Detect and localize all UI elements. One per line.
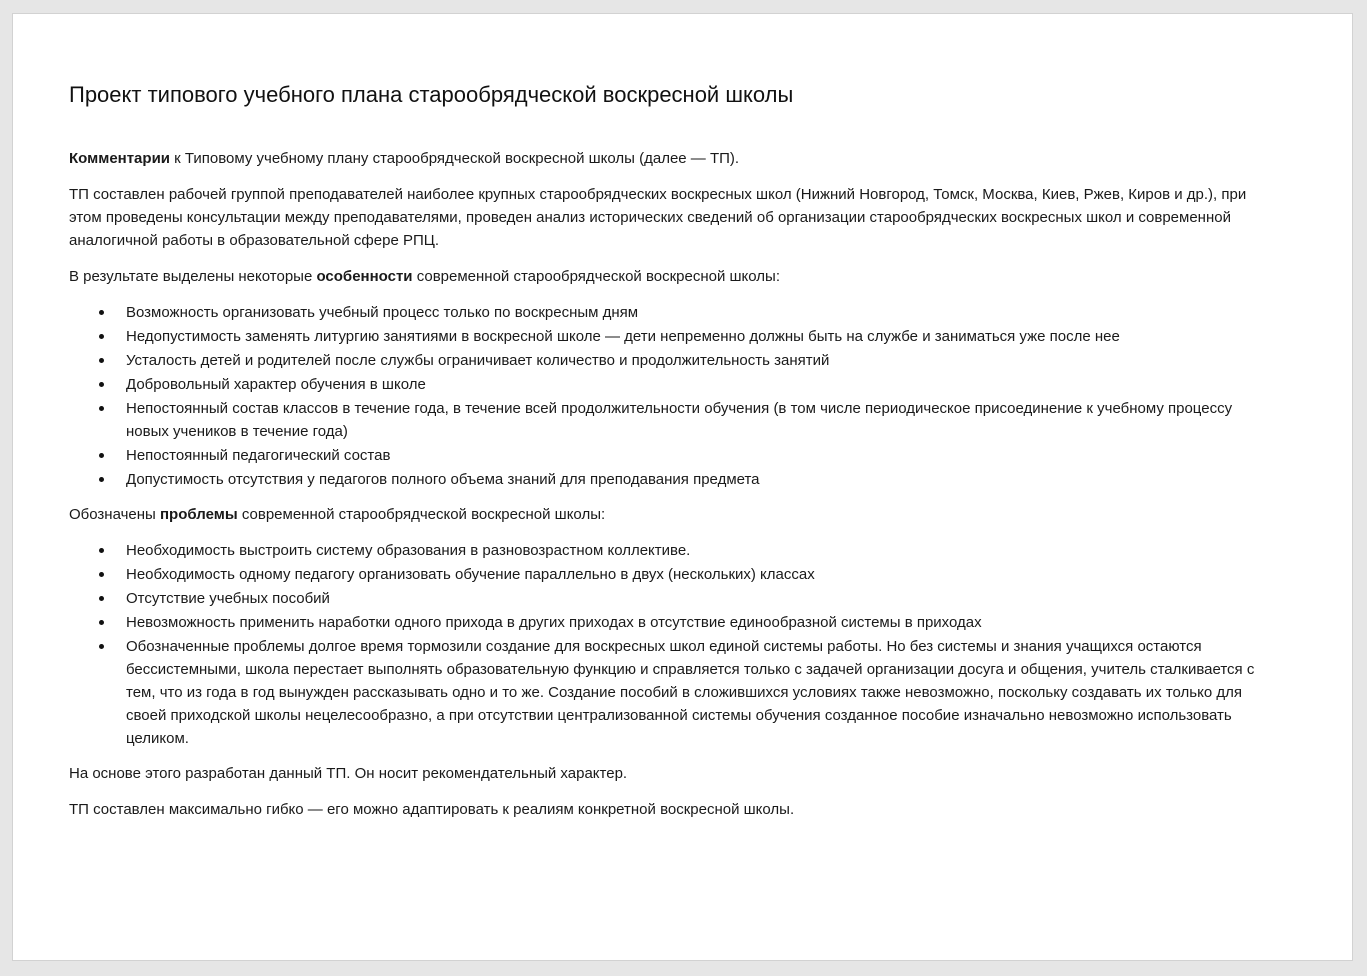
list-item: Необходимость одному педагогу организовать обучение параллельно в двух (нескольких) классах	[69, 563, 1279, 586]
problems-intro-after: современной старообрядческой воскресной школы:	[237, 506, 606, 523]
list-item: Невозможность применить наработки одного прихода в других приходах в отсутствие единообразной системы в приходах	[69, 611, 1279, 634]
features-intro-after: современной старообрядческой воскресной школы:	[412, 268, 781, 285]
list-item: Необходимость выстроить систему образования в разновозрастном коллективе.	[69, 539, 1279, 562]
problems-intro-before: Обозначены	[69, 506, 160, 523]
intro-paragraph: ТП составлен рабочей группой преподавателей наиболее крупных старообрядческих воскресных школ (Нижний Новгород, Томск, Москва, Киев, Ржев, Киров и др.), при этом проведены консультации между преподавателями, проведен анализ исторических сведений об организации старообрядческих воскресных школ и современной аналогичной работы в образовательной сфере РПЦ.	[69, 186, 1247, 249]
list-item: Непостоянный педагогический состав	[69, 444, 1279, 467]
features-list	[69, 301, 1279, 491]
problems-intro-paragraph	[69, 503, 1279, 526]
list-item: Возможность организовать учебный процесс только по воскресным дням	[69, 301, 1279, 324]
comment-text: к Типовому учебному плану старообрядческой воскресной школы (далее — ТП).	[170, 150, 740, 167]
features-intro-before: В результате выделены некоторые	[69, 268, 317, 285]
features-intro-bold: особенности	[316, 268, 413, 285]
comment-paragraph	[69, 147, 1279, 170]
list-item: Добровольный характер обучения в школе	[69, 373, 1279, 396]
page-title: Проект типового учебного плана старообрядческой воскресной школы	[69, 82, 794, 107]
list-item: Непостоянный состав классов в течение года, в течение всей продолжительности обучения (в том числе периодическое присоединение к учебному процессу новых учеников в течение года)	[69, 397, 1279, 443]
problems-intro-bold: проблемы	[160, 506, 238, 523]
list-item: Недопустимость заменять литургию занятиями в воскресной школе — дети непременно должны быть на службе и заниматься уже после нее	[69, 325, 1279, 348]
list-item: Отсутствие учебных пособий	[69, 587, 1279, 610]
list-item: Допустимость отсутствия у педагогов полного объема знаний для преподавания предмета	[69, 468, 1279, 491]
comment-bold: Комментарии	[69, 150, 171, 167]
document-page	[12, 13, 1353, 961]
list-item: Усталость детей и родителей после службы ограничивает количество и продолжительность занятий	[69, 349, 1279, 372]
problems-list	[69, 539, 1279, 750]
list-item: Обозначенные проблемы долгое время тормозили создание для воскресных школ единой системы работы. Но без системы и знания учащихся остаются бессистемными, школа перестает выполнять образовательную функцию и справляется только с задачей организации досуга и общения, учитель сталкивается с тем, что из года в год вынужден рассказывать одно и то же. Создание пособий в сложившихся условиях также невозможно, поскольку создавать их только для своей приходской школы нецелесообразно, а при отсутствии централизованной системы обучения созданное пособие изначально невозможно использовать целиком.	[69, 635, 1279, 750]
document-content	[69, 14, 1279, 834]
conclusion-paragraph-1: На основе этого разработан данный ТП. Он носит рекомендательный характер.	[69, 765, 628, 782]
conclusion-paragraph-2: ТП составлен максимально гибко — его можно адаптировать к реалиям конкретной воскресной школы.	[69, 801, 795, 818]
features-intro-paragraph	[69, 265, 1279, 288]
